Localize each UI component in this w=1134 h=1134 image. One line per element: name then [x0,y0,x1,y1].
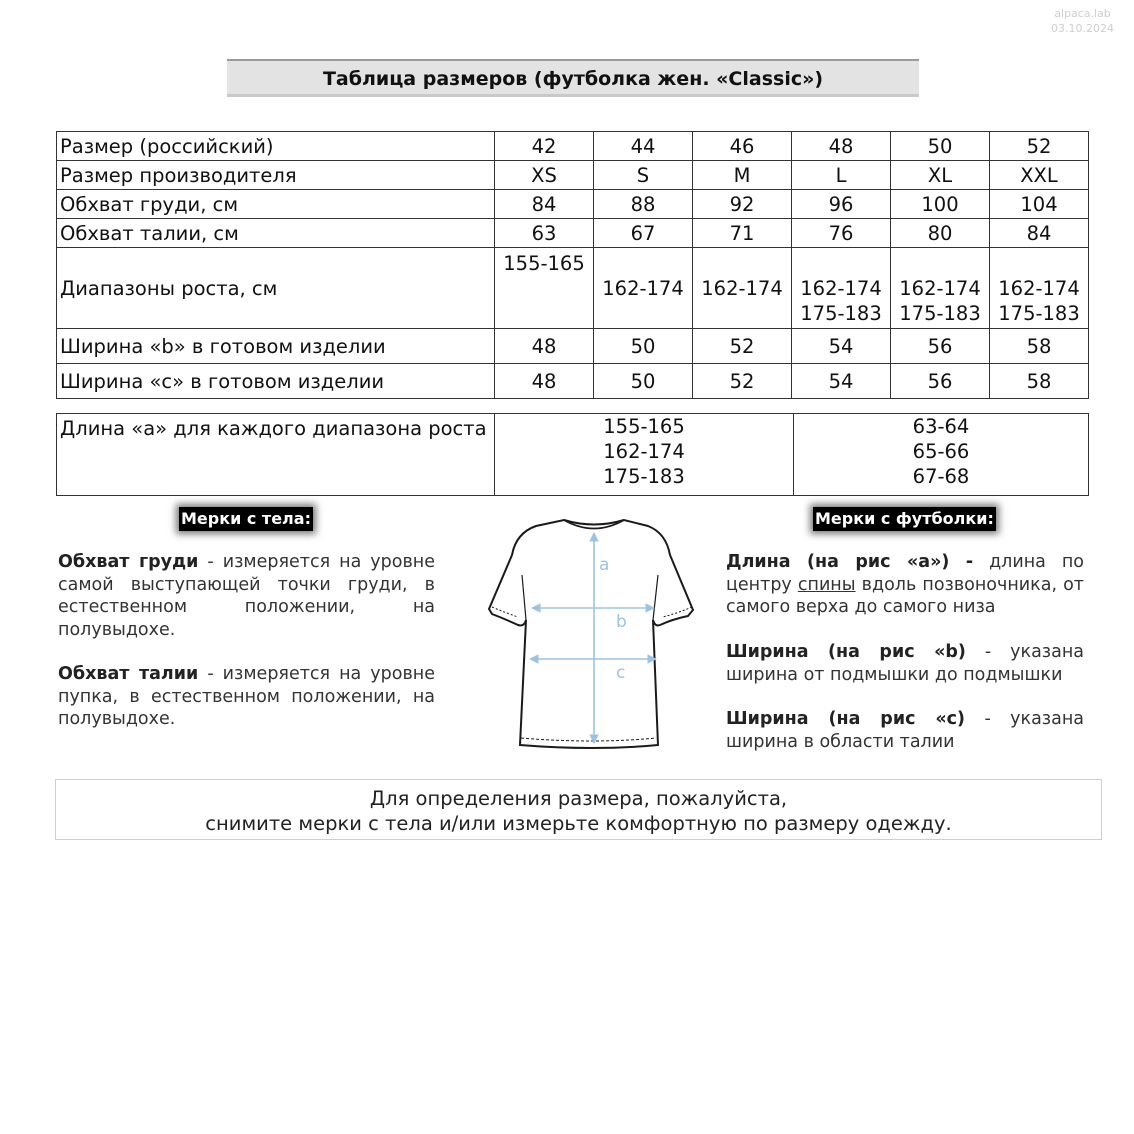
size-cell: 52 [693,364,792,399]
height-range-value: 162-174 [701,276,783,300]
size-cell: 48 [495,329,594,364]
size-cell: 44 [594,132,693,161]
size-cell: 80 [891,219,990,248]
width-b-text: - указана ширина от подмышки до подмышки [726,642,1084,685]
length-table [56,413,1089,496]
size-cell: 58 [990,329,1089,364]
diagram-label-c: c [616,663,626,683]
height-range-value: 175-183 [899,301,981,325]
length-text-2: вдоль позвоночника, от самого верха до самого низа [726,574,1085,617]
size-cell: XXL [990,161,1089,190]
length-height-3: 175-183 [603,465,685,488]
size-cell: 58 [990,364,1089,399]
size-table [56,131,1089,399]
size-cell: 48 [792,132,891,161]
length-height-1: 155-165 [603,415,685,438]
length-text-1: длина по центру [726,552,1084,595]
size-cell: 71 [693,219,792,248]
height-range-value [990,251,1088,276]
height-range-value [594,251,692,276]
size-cell: 56 [891,329,990,364]
height-range-value: 175-183 [800,301,882,325]
height-range-value [891,251,989,276]
size-cell: 84 [990,219,1089,248]
chest-text: - измеряется на уровне самой выступающей точки груди, в естественном положении, на полувыдохе. [58,552,435,640]
size-cell: 84 [495,190,594,219]
height-range-value: 162-174 [602,276,684,300]
height-range-row [57,248,1089,329]
height-range-value: 175-183 [998,301,1080,325]
size-cell: 63 [495,219,594,248]
size-row [57,364,1089,399]
height-range-value: 162-174 [998,276,1080,300]
size-cell: 76 [792,219,891,248]
row-label: Ширина «c» в готовом изделии [57,364,495,399]
size-cell: 88 [594,190,693,219]
height-range-value: 155-165 [503,251,585,275]
height-range-value [693,301,791,326]
size-cell: 67 [594,219,693,248]
height-range-value [792,251,890,276]
chest-description [58,551,435,641]
size-cell: 54 [792,329,891,364]
size-cell: 104 [990,190,1089,219]
height-range-value [594,301,692,326]
size-cell: 46 [693,132,792,161]
height-range-value: 162-174 [899,276,981,300]
note-line-2: снимите мерки с тела и/или измерьте комфортную по размеру одежду. [205,812,952,835]
height-range-value [495,276,593,301]
size-cell: XL [891,161,990,190]
length-value-3: 67-68 [912,465,970,488]
row-label: Диапазоны роста, см [57,248,495,329]
size-row [57,161,1089,190]
diagram-label-a: a [599,555,610,575]
length-label: Длина «а» для каждого диапазона роста [57,414,495,496]
body-measures-heading: Мерки с тела: [179,507,313,531]
height-range-value [495,301,593,326]
size-row [57,219,1089,248]
width-b-term: Ширина (на рис «b) [726,642,966,662]
diagram-label-b: b [616,612,627,632]
height-range-value: 162-174 [800,276,882,300]
size-row [57,190,1089,219]
length-text-underlined: спины [797,574,856,595]
size-cell: L [792,161,891,190]
length-value-2: 65-66 [912,440,970,463]
size-cell: 50 [891,132,990,161]
length-description [726,551,1084,619]
size-cell: 50 [594,364,693,399]
size-cell: XS [495,161,594,190]
tshirt-outline [489,520,693,748]
height-range-value [693,251,791,276]
waist-term: Обхват талии [58,664,199,684]
width-c-text: - указана ширина в области талии [726,709,1084,752]
brand-watermark [1051,6,1114,36]
size-cell: 50 [594,329,693,364]
length-height-2: 162-174 [603,440,685,463]
chest-term: Обхват груди [58,552,199,572]
size-cell: 52 [693,329,792,364]
width-c-description [726,708,1084,753]
length-row [57,414,1089,496]
height-range-cell [693,248,792,329]
row-label: Обхват груди, см [57,190,495,219]
height-range-cell [792,248,891,329]
brand-name: alpaca.lab [1054,7,1111,20]
height-range-cell [990,248,1089,329]
row-label: Размер производителя [57,161,495,190]
size-cell: 100 [891,190,990,219]
row-label: Размер (российский) [57,132,495,161]
sizing-note [55,779,1102,840]
width-c-term: Ширина (на рис «c) [726,709,966,729]
shirt-measures-heading: Мерки с футболки: [813,507,996,531]
waist-text: - измеряется на уровне пупка, в естественном положении, на полувыдохе. [58,664,435,729]
row-label: Ширина «b» в готовом изделии [57,329,495,364]
height-range-cell [594,248,693,329]
height-range-cell [495,248,594,329]
height-range-cell [891,248,990,329]
size-cell: 92 [693,190,792,219]
row-label: Обхват талии, см [57,219,495,248]
brand-date: 03.10.2024 [1051,22,1114,35]
page-title: Таблица размеров (футболка жен. «Classic») [227,59,919,97]
size-cell: S [594,161,693,190]
size-cell: 42 [495,132,594,161]
note-line-1: Для определения размера, пожалуйста, [369,787,788,810]
length-heights-cell [495,414,794,496]
size-row [57,132,1089,161]
tshirt-diagram [488,515,708,755]
waist-description [58,663,435,731]
measure-arrows [530,533,656,743]
size-cell: 56 [891,364,990,399]
length-values-cell [794,414,1089,496]
size-row [57,329,1089,364]
size-cell: 48 [495,364,594,399]
size-cell: 54 [792,364,891,399]
size-cell: M [693,161,792,190]
size-cell: 96 [792,190,891,219]
length-term: Длина (на рис «а») - [726,552,974,572]
length-value-1: 63-64 [912,415,970,438]
width-b-description [726,641,1084,686]
size-cell: 52 [990,132,1089,161]
